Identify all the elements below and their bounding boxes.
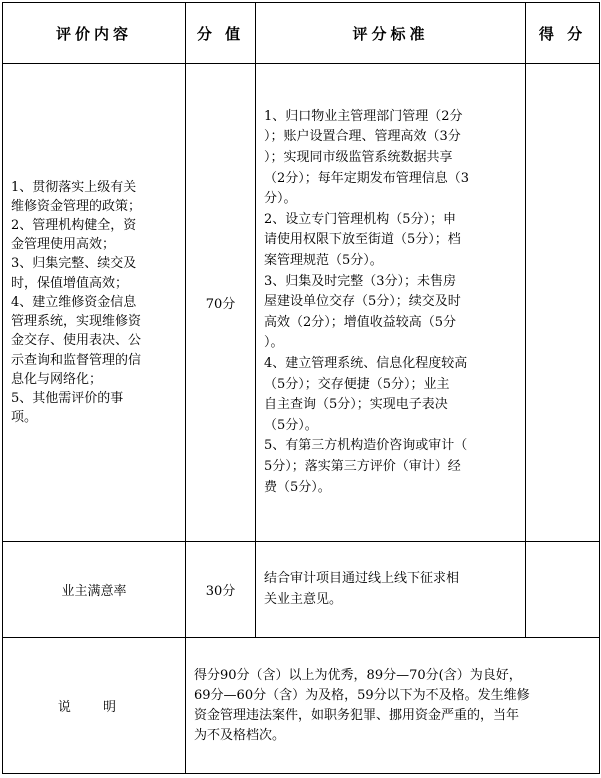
score-cell: 30分 [186,542,256,638]
header-row [3,3,600,64]
evaluation-table [2,2,600,774]
note-label: 说 明 [3,638,186,774]
table-row [3,542,600,638]
note-text: 得分90分（含）以上为优秀，89分—70分(含）为良好， 69分—60分（含）为及格，59分以下为不及格。发生维修 资金管理违法案件，如职务犯罪、挪用资金严重的，当年 为不及格档次。 [186,638,600,774]
content-cell: 1、贯彻落实上级有关 维修资金管理的政策； 2、管理机构健全，资 金管理使用高效； 3、归集完整、续交及 时，保值增值高效； 4、建立维修资金信息 管理系统，实现维修资 金交存、使用表决、公 示查询和监督管理的信 息化与网络化； 5、其他需评价的事 项。 [3,64,186,542]
content-cell: 业主满意率 [3,542,186,638]
criteria-cell: 结合审计项目通过线上线下征求相 关业主意见。 [256,542,526,638]
result-cell [526,64,600,542]
score-cell: 70分 [186,64,256,542]
result-cell [526,542,600,638]
header-content: 评价内容 [3,3,186,64]
header-criteria: 评分标准 [256,3,526,64]
header-score: 分 值 [186,3,256,64]
note-row [3,638,600,774]
table-row [3,64,600,542]
header-result: 得 分 [526,3,600,64]
criteria-cell: 1、归口物业主管理部门管理（2分 ）；账户设置合理、管理高效（3分 ）；实现同市级监管系统数据共享 （2分）；每年定期发布管理信息（3 分）。 2、设立专门管理机构（5分）；申 请使用权限下放至街道（5分）；档 案管理规范（5分）。 3、归集及时完整（3分）；未售房 屋建设单位交存（5分）；续交及时 高效（2分）；增值收益较高（5分 ）。 4、建立管理系统、信息化程度较高 （5分）；交存便捷（5分）；业主 自主查询（5分）；实现电子表决 （5分）。 5、有第三方机构造价咨询或审计（ 5分）；落实第三方评价（审计）经 费（5分）。 [256,64,526,542]
